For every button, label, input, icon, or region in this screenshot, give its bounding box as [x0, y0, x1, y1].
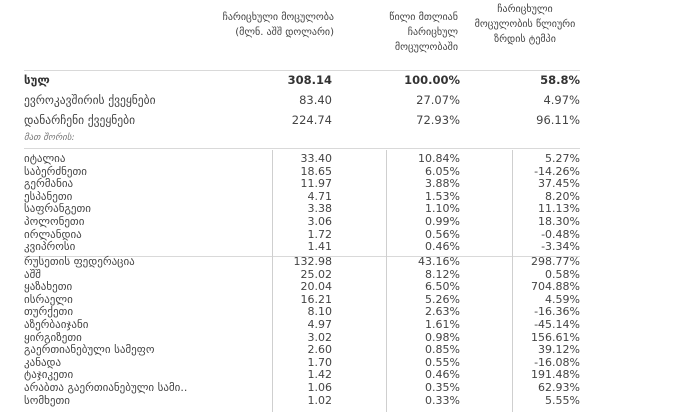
row-amount: 1.41	[307, 240, 332, 254]
column-rule-2	[386, 150, 387, 412]
row-share: 8.12%	[425, 267, 460, 281]
row-growth: 191.48%	[531, 368, 580, 382]
row-amount: 1.72	[307, 227, 332, 241]
row-amount: 1.42	[307, 368, 332, 382]
row-amount: 18.65	[300, 164, 332, 178]
row-amount: 4.97	[307, 318, 332, 331]
row-growth: 5.55%	[545, 393, 580, 407]
row-country: საბერძნეთი	[24, 164, 87, 178]
row-country: ისრაელი	[24, 292, 73, 306]
row-country: ყაზახეთი	[24, 280, 73, 294]
row-growth: 298.77%	[531, 255, 580, 268]
row-country: ირლანდია	[24, 227, 82, 241]
row-share: 2.63%	[425, 305, 460, 319]
header-divider	[24, 70, 580, 71]
row-share: 10.84%	[418, 152, 460, 165]
row-country: რუსეთის ფედერაცია	[24, 255, 135, 268]
row-country: არაბთა გაერთიანებული სამი..	[24, 381, 188, 394]
row-amount: 224.74	[291, 113, 332, 127]
row-share: 5.26%	[425, 292, 460, 306]
row-growth: 5.27%	[545, 152, 580, 165]
row-amount: 3.06	[307, 215, 332, 228]
row-share: 27.07%	[416, 93, 460, 107]
row-share: 3.88%	[425, 177, 460, 191]
row-amount: 1.06	[307, 381, 332, 394]
row-share: 72.93%	[416, 113, 460, 127]
row-amount: 4.71	[307, 189, 332, 203]
row-country: სომხეთი	[24, 393, 70, 407]
row-share: 0.35%	[425, 381, 460, 394]
row-growth: -45.14%	[534, 318, 580, 331]
row-amount: 33.40	[300, 152, 332, 165]
row-growth: -16.08%	[534, 355, 580, 369]
row-country: აზერბაიჯანი	[24, 318, 89, 331]
row-country: დანარჩენი ქვეყნები	[24, 113, 136, 127]
row-share: 0.85%	[425, 343, 460, 357]
row-share: 0.99%	[425, 215, 460, 228]
row-amount: 16.21	[300, 292, 332, 306]
row-growth: -3.34%	[541, 240, 580, 254]
row-share: 0.33%	[425, 393, 460, 407]
column-rule-1	[272, 150, 273, 412]
row-growth: 62.93%	[538, 381, 580, 394]
row-share: 6.50%	[425, 280, 460, 294]
column-rule-3	[512, 150, 513, 412]
row-country: გაერთიანებული სამეფო	[24, 343, 155, 357]
row-country: გერმანია	[24, 177, 74, 191]
row-growth: 58.8%	[540, 73, 580, 87]
section-divider	[24, 148, 580, 149]
row-share: 0.98%	[425, 330, 460, 344]
header-growth: ჩარიცხული მოცულობის წლიური ზრდის ტემპი	[474, 4, 576, 45]
row-share: 100.00%	[404, 73, 460, 87]
row-share: 6.05%	[425, 164, 460, 178]
row-share: 43.16%	[418, 255, 460, 268]
row-amount: 83.40	[299, 93, 332, 107]
row-share: 0.46%	[425, 368, 460, 382]
row-growth: -14.26%	[534, 164, 580, 178]
row-country: აშშ	[24, 267, 41, 281]
row-country: სულ	[24, 73, 50, 87]
row-amount: 2.60	[307, 343, 332, 357]
row-country: საფრანგეთი	[24, 202, 91, 216]
row-growth: 8.20%	[545, 189, 580, 203]
row-amount: 8.10	[307, 305, 332, 319]
row-growth: 4.59%	[545, 292, 580, 306]
row-growth: 18.30%	[538, 215, 580, 228]
row-amount: 11.97	[300, 177, 332, 191]
row-amount: 308.14	[287, 73, 332, 87]
row-amount: 132.98	[293, 255, 332, 268]
row-growth: -0.48%	[541, 227, 580, 241]
row-growth: 11.13%	[538, 202, 580, 216]
row-share: 0.46%	[425, 240, 460, 254]
row-share: 1.61%	[425, 318, 460, 331]
note-among-them: მათ შორის:	[24, 133, 75, 143]
row-growth: 96.11%	[536, 113, 580, 127]
row-share: 1.53%	[425, 189, 460, 203]
row-amount: 1.70	[307, 355, 332, 369]
row-country: ესპანეთი	[24, 189, 73, 203]
row-amount: 25.02	[300, 267, 332, 281]
header-amount: ჩარიცხული მოცულობა (მლნ. აშშ დოლარი)	[222, 12, 334, 38]
row-country: კვიპროსი	[24, 240, 76, 254]
row-country: ყირგიზეთი	[24, 330, 82, 344]
row-share: 1.10%	[425, 202, 460, 216]
row-amount: 20.04	[300, 280, 332, 294]
row-country: პოლონეთი	[24, 215, 85, 228]
row-country: იტალია	[24, 152, 66, 165]
row-country: ევროკავშირის ქვეყნები	[24, 93, 156, 107]
row-amount: 1.02	[307, 393, 332, 407]
row-amount: 3.02	[307, 330, 332, 344]
row-growth: 0.58%	[545, 267, 580, 281]
row-growth: 39.12%	[538, 343, 580, 357]
row-country: თურქეთი	[24, 305, 74, 319]
row-growth: 704.88%	[531, 280, 580, 294]
row-growth: -16.36%	[534, 305, 580, 319]
row-share: 0.56%	[425, 227, 460, 241]
row-growth: 156.61%	[531, 330, 580, 344]
row-amount: 3.38	[307, 202, 332, 216]
header-share: წილი მთლიან ჩარიცხულ მოცულობაში	[389, 12, 458, 53]
row-growth: 37.45%	[538, 177, 580, 191]
row-growth: 4.97%	[543, 93, 580, 107]
row-country: კანადა	[24, 355, 62, 369]
row-country: ტაჯიკეთი	[24, 368, 74, 382]
row-share: 0.55%	[425, 355, 460, 369]
